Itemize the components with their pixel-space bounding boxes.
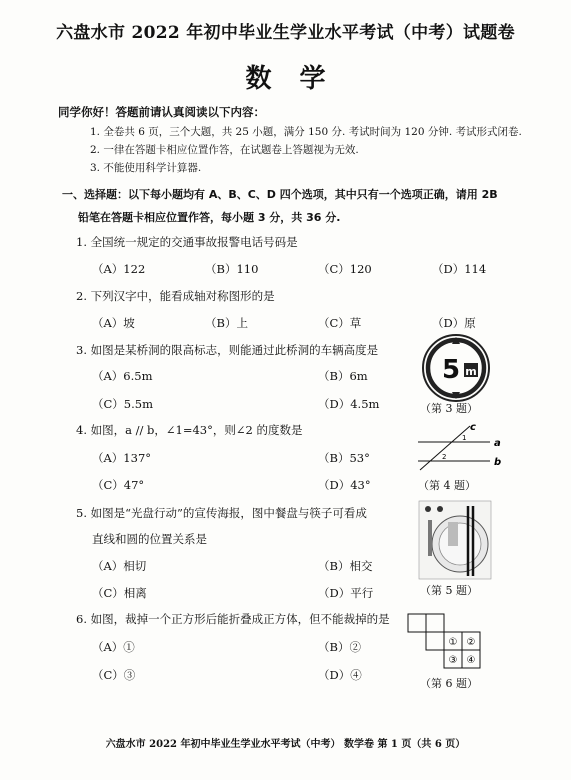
label-b: b <box>494 457 502 468</box>
sign-numeral: 5 <box>441 355 461 385</box>
q4-option-c: （C）47° <box>92 478 145 492</box>
sign-unit: m <box>465 365 477 378</box>
q3-option-b: （B）6m <box>318 369 368 383</box>
question-3-stem: 3. 如图是某桥洞的限高标志，则能通过此桥洞的车辆高度是 <box>76 343 379 357</box>
q4-option-d: （D）43° <box>318 478 371 492</box>
instructions-greeting: 同学你好！答题前请认真阅读以下内容： <box>58 105 265 119</box>
instruction-item: 3. 不能使用科学计算器. <box>90 162 202 174</box>
cell-label-1: ① <box>448 637 458 648</box>
q5-option-d: （D）平行 <box>318 586 374 600</box>
question-5-stem: 5. 如图是“光盘行动”的宣传海报，图中餐盘与筷子可看成 <box>76 506 367 520</box>
q4-option-a: （A）137° <box>92 451 152 465</box>
label-c: c <box>470 422 476 433</box>
q1-option-a: （A）122 <box>92 262 146 276</box>
section-heading-cont: 铅笔在答题卡相应位置作答，每小题 3 分，共 36 分. <box>78 211 341 224</box>
subject-title: 数学 <box>245 64 354 94</box>
page-footer: 六盘水市 2022 年初中毕业生学业水平考试（中考） 数学卷 第 1 页（共 6 页） <box>105 739 466 750</box>
q6-option-b: （B）② <box>318 640 361 654</box>
question-5-stem-cont: 直线和圆的位置关系是 <box>92 532 207 546</box>
figure-3-caption: （第 3 题） <box>420 402 478 415</box>
q2-option-b: （B）上 <box>205 316 248 330</box>
height-limit-sign-figure <box>418 333 494 403</box>
q2-option-d: （D）原 <box>432 316 476 330</box>
section-heading: 一、选择题：以下每小题均有 A、B、C、D 四个选项，其中只有一个选项正确，请用 2B <box>62 188 498 201</box>
cell-label-2: ② <box>466 637 476 648</box>
label-a: a <box>494 438 501 449</box>
q6-option-c: （C）③ <box>92 668 136 682</box>
instruction-item: 2. 一律在答题卡相应位置作答，在试题卷上答题视为无效. <box>90 144 359 156</box>
q3-option-a: （A）6.5m <box>92 369 153 383</box>
figure-4-caption: （第 4 题） <box>418 479 476 492</box>
figure-5-caption: （第 5 题） <box>420 584 478 597</box>
cell-label-4: ④ <box>466 655 476 666</box>
q6-option-d: （D）④ <box>318 668 362 682</box>
q3-option-d: （D）4.5m <box>318 397 380 411</box>
instruction-item: 1. 全卷共 6 页，三个大题，共 25 小题，满分 150 分. 考试时间为 120 分钟. 考试形式闭卷. <box>90 126 522 138</box>
question-6-stem: 6. 如图，裁掉一个正方形后能折叠成正方体，但不能裁掉的是 <box>76 612 390 626</box>
q1-option-d: （D）114 <box>432 262 487 276</box>
q5-option-b: （B）相交 <box>318 559 373 573</box>
q1-option-b: （B）110 <box>205 262 259 276</box>
q6-option-a: （A）① <box>92 640 135 654</box>
question-4-stem: 4. 如图，a // b，∠1=43°，则∠2 的度数是 <box>76 423 303 437</box>
q2-option-a: （A）坡 <box>92 316 135 330</box>
question-2-stem: 2. 下列汉字中，能看成轴对称图形的是 <box>76 289 275 303</box>
figure-6-caption: （第 6 题） <box>420 677 478 690</box>
q2-option-c: （C）草 <box>318 316 362 330</box>
q4-option-b: （B）53° <box>318 451 370 465</box>
cube-net-figure <box>404 610 494 672</box>
parallel-lines-figure <box>412 418 504 476</box>
exam-title: 六盘水市 2022 年初中毕业生学业水平考试（中考）试题卷 <box>56 23 515 43</box>
question-1-stem: 1. 全国统一规定的交通事故报警电话号码是 <box>76 235 298 249</box>
plate-chopsticks-poster-figure <box>418 500 492 580</box>
q3-option-c: （C）5.5m <box>92 397 153 411</box>
angle-1-label: 1 <box>462 434 467 442</box>
q1-option-c: （C）120 <box>318 262 372 276</box>
q5-option-c: （C）相离 <box>92 586 147 600</box>
q5-option-a: （A）相切 <box>92 559 147 573</box>
cell-label-3: ③ <box>448 655 458 666</box>
angle-2-label: 2 <box>442 453 447 461</box>
